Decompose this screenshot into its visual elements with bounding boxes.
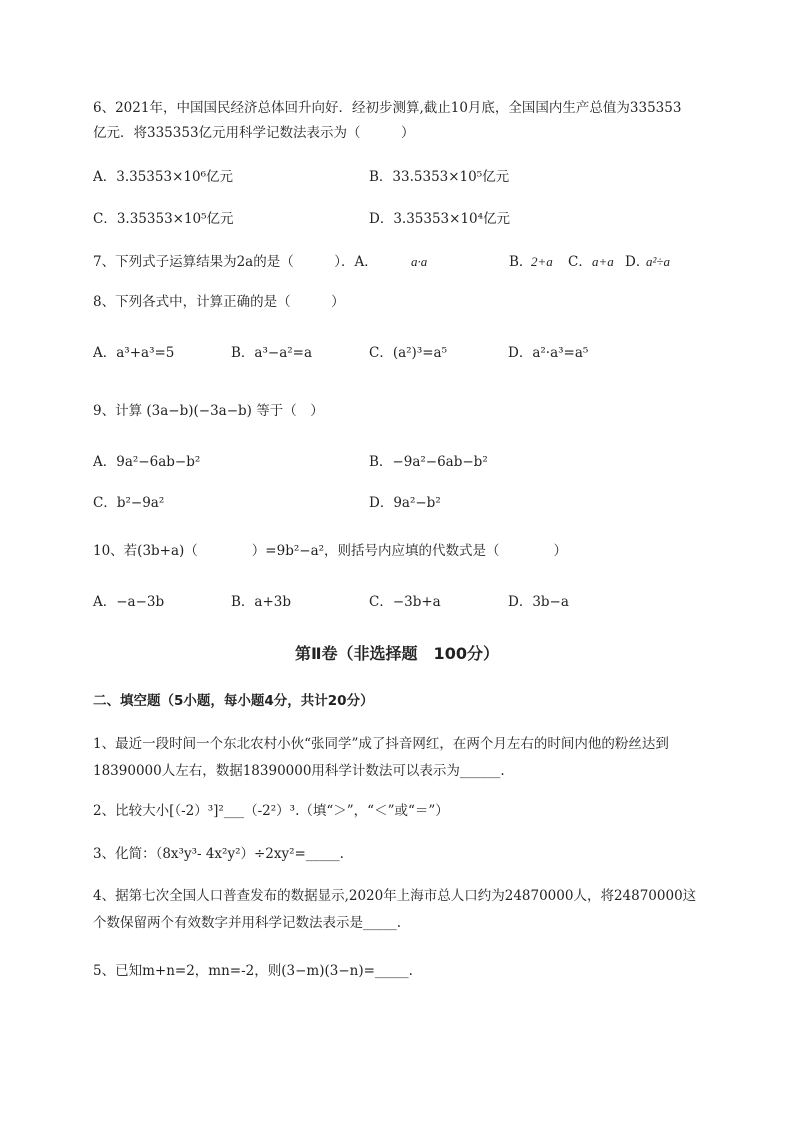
q10-stem: 10、若(3b+a)（ ）=9b²−a²，则括号内应填的代数式是（ ）: [93, 543, 568, 559]
part2-title: 第Ⅱ卷（非选择题 100分）: [295, 644, 499, 663]
q6-option-c: C．3.35353×10⁵亿元: [93, 211, 234, 227]
fill3: 3、化简：（8x³y³- 4x²y²）÷2xy²=_____.: [93, 846, 344, 862]
q7-option-c-label: C．: [568, 254, 592, 270]
q6-option-d: D．3.35353×10⁴亿元: [369, 211, 511, 227]
q9-option-c: C．b²−9a²: [93, 495, 165, 511]
fill1-line1: 1、最近一段时间一个东北农村小伙“张同学”成了抖音网红，在两个月左右的时间内他的粉丝达到: [93, 736, 669, 752]
q6-option-a: A．3.35353×10⁶亿元: [93, 169, 233, 185]
q9-option-b: B．−9a²−6ab−b²: [369, 454, 488, 470]
q10-option-a: A．−a−3b: [93, 594, 165, 610]
q6-option-b: B．33.5353×10⁵亿元: [369, 169, 510, 185]
q9-option-a: A．9a²−6ab−b²: [93, 454, 201, 470]
fill5: 5、已知m+n=2，mn=-2，则(3−m)(3−n)=_____.: [93, 963, 413, 979]
q8-stem: 8、下列各式中，计算正确的是（ ）: [93, 294, 345, 310]
q7-option-d: a²÷a: [646, 254, 671, 269]
q6-line1: 6、2021年，中国国民经济总体回升向好．经初步测算,截止10月底，全国国内生产总值为335353: [93, 100, 682, 116]
q8-option-c: C．(a²)³=a⁵: [369, 345, 448, 361]
q7-option-b: 2+a: [531, 254, 553, 269]
q9-stem: 9、计算 (3a−b)(−3a−b) 等于（ ）: [93, 403, 324, 419]
fill2: 2、比较大小[（-2）³]²___（-2²）³.（填“＞”，“＜”或“＝”）: [93, 803, 449, 819]
fill4-line2: 个数保留两个有效数字并用科学记数法表示是_____.: [93, 915, 402, 931]
q10-option-c: C．−3b+a: [369, 594, 441, 610]
q10-option-d: D．3b−a: [508, 594, 569, 610]
q7-option-a: a·a: [411, 254, 428, 269]
q10-option-b: B．a+3b: [231, 594, 292, 610]
q7-option-c: a+a: [592, 254, 614, 269]
fill4-line1: 4、据第七次全国人口普查发布的数据显示,2020年上海市总人口约为24870000人，将24870000这: [93, 888, 697, 904]
section-heading: 二、填空题（5小题，每小题4分，共计20分）: [93, 693, 374, 709]
q7-stem: 7、下列式子运算结果为2a的是（ ）．A．: [93, 254, 378, 270]
fill1-line2: 18390000人左右，数据18390000用科学计数法可以表示为______.: [93, 763, 505, 779]
q8-option-b: B．a³−a²=a: [231, 345, 313, 361]
q8-option-d: D．a²·a³=a⁵: [508, 345, 589, 361]
q6-line2: 亿元．将335353亿元用科学记数法表示为（ ）: [93, 125, 415, 141]
q7-option-b-label: B．: [509, 254, 533, 270]
q9-option-d: D．9a²−b²: [369, 495, 441, 511]
q8-option-a: A．a³+a³=5: [93, 345, 175, 361]
q7-option-d-label: D．: [625, 254, 650, 270]
